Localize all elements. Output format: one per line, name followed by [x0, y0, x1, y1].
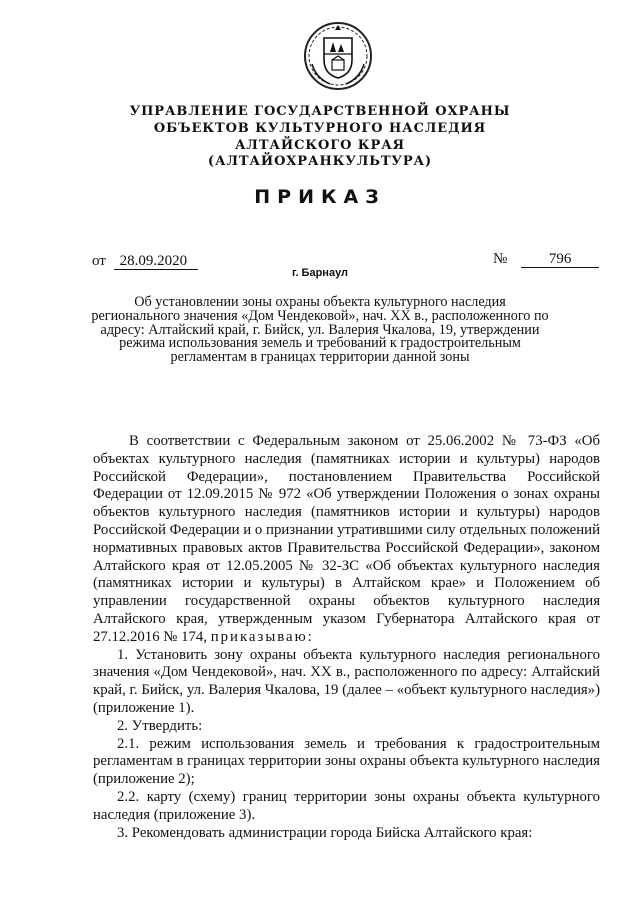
- item-2: 2. Утвердить:: [117, 717, 203, 734]
- issuer-abbreviation: (АЛТАЙОХРАНКУЛЬТУРА): [207, 154, 433, 169]
- item-3: 3. Рекомендовать администрации города Бийска Алтайского края:: [117, 824, 533, 841]
- number-prefix: №: [493, 251, 508, 267]
- document-subject: Об установлении зоны охраны объекта культурного наследия регионального значения «Дом Чендековой», нач. XX в., расположенного по адресу: Алтайский край, г. Бийск, ул. Валерия Чкалова, 19, утверждении режима использования земель и требований к градостроительным регламентам в границах территории данной зоны: [91, 294, 549, 366]
- document-title: ПРИКАЗ: [254, 186, 386, 208]
- issuer-line-1: УПРАВЛЕНИЕ ГОСУДАРСТВЕННОЙ ОХРАНЫ: [129, 104, 511, 119]
- document-number: 796: [521, 251, 599, 268]
- date-prefix: от: [92, 253, 106, 269]
- issuer-line-3: АЛТАЙСКОГО КРАЯ: [234, 138, 406, 153]
- item-2-1: 2.1. режим использования земель и требования к градостроительным регламентам в границах территории зоны охраны объекта культурного наследия (приложение 2);: [93, 735, 600, 788]
- preamble-paragraph: [93, 433, 600, 647]
- document-date: 28.09.2020: [114, 253, 198, 270]
- order-word: приказываю:: [210, 628, 314, 645]
- coat-of-arms-icon: [302, 20, 374, 92]
- item-2-2: 2.2. карту (схему) границ территории зоны охраны объекта культурного наследия (приложение 3).: [93, 788, 600, 823]
- document-number-row: [493, 251, 599, 268]
- preamble-text: В соответствии с Федеральным законом от 25.06.2002 № 73-ФЗ «Об объектах культурного наследия (памятниках истории и культуры) народов Российской Федерации», постановлением Правительства Российской Федерации от 12.09.2015 № 972 «Об утверждении Положения о зонах охраны объектов культурного наследия (памятников истории и культуры) народов Российской Федерации и о признании утратившими силу отдельных положений нормативных правовых актов Правительства Российской Федерации», законом Алтайского края от 12.05.2005 № 32-ЗС «Об объектах культурного наследия (памятниках истории и культуры) в Алтайском крае» и Положением об управлении государственной охраны объектов культурного наследия Алтайского края, утвержденным указом Губернатора Алтайского края от 27.12.2016 № 174,: [93, 433, 600, 645]
- document-body: [93, 433, 600, 842]
- document-city: г. Барнаул: [291, 267, 349, 279]
- issuer-line-2: ОБЪЕКТОВ КУЛЬТУРНОГО НАСЛЕДИЯ: [153, 121, 487, 136]
- item-1: 1. Установить зону охраны объекта культурного наследия регионального значения «Дом Чендековой», нач. XX в., расположенного по адресу: Алтайский край, г. Бийск, ул. Валерия Чкалова, 19 (далее – «объект культурного наследия») (приложение 1).: [93, 646, 600, 716]
